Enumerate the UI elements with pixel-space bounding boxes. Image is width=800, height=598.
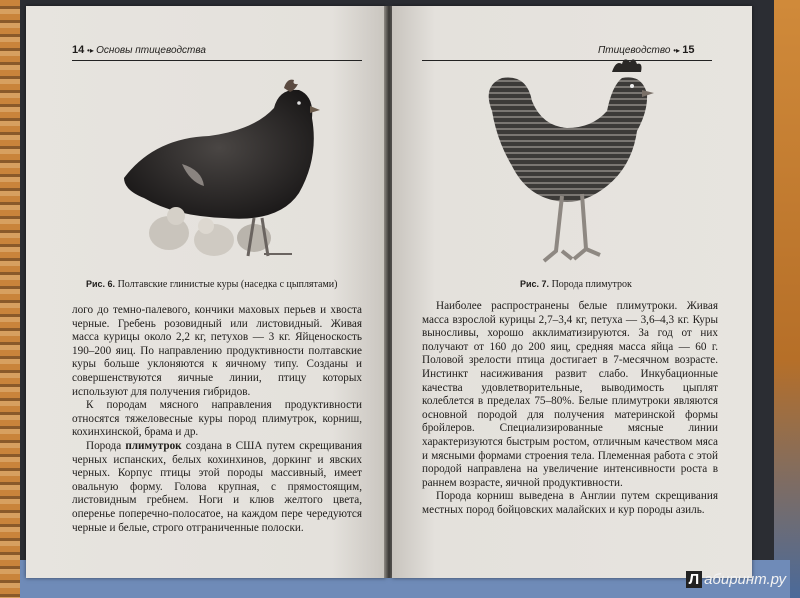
watermark-text: абиринт.ру — [704, 571, 786, 588]
left-paragraph-1: лого до темно-палевого, кончики маховых перьев и хвоста черные. Гребень розовидный или листовидный. Живая масса курицы около 2,2 кг, петухов — 3 кг. Яйценоскость 190–200 яиц. По направлению продуктивности полтавские куры больше уклоняются к яичному типу. Созданы и совершенствуются яичные линии, птицу которых используют для получения гибридов. — [72, 304, 362, 398]
figure-6-caption-text: Полтавские глинистые куры (наседка с цыплятами) — [117, 279, 338, 290]
plymouth-rock-rooster-illustration — [472, 56, 662, 276]
right-page-header: Птицеводство •▸ 15 — [598, 44, 695, 56]
left-paragraph-3-rest: создана в США путем скрещивания черных испанских, белых кохинхинов, доркинг и явских черных. Корпус птицы этой породы массивный, имеет овальную форму. Голова крупная, с прямостоящим, листовидным гребнем. Ноги и клюв желтого цвета, оперенье поперечно-полосатое, на каждом пере чередуются черные и белые, строго отграниченные полоски. — [72, 439, 363, 534]
left-running-title: Основы птицеводства — [96, 45, 206, 56]
figure-6-label: Рис. 6. — [86, 279, 116, 289]
left-page — [26, 6, 386, 578]
left-paragraph-2: К породам мясного направления продуктивности относятся тяжеловесные куры пород плимутрок, корниш, кохинхинской, брама и др. — [72, 399, 362, 439]
right-running-title: Птицеводство — [598, 45, 671, 56]
labirint-watermark — [686, 571, 786, 588]
left-page-body — [72, 304, 362, 535]
figure-7-label: Рис. 7. — [520, 279, 550, 289]
left-paragraph-3 — [72, 440, 362, 535]
figure-6-caption — [86, 278, 337, 291]
right-paragraph-1: Наиболее распространены белые плимутроки. Живая масса взрослой курицы 2,7–3,4 кг, петуха — 3,6–4,3 кг. Куры выносливы, хорошо акклиматизируются. За год от них получают от 160 до 200 яиц, средняя масса яйца — 60 г. Половой зрелости птица достигает в 7-месячном возрасте. Инстинкт насиживания развит слабо. Инкубационные качества удовлетворительные, выводимость цыплят колеблется в пределах 75–80%. Белые плимутроки являются основной породой для получения материнской формы бройлеров. Специализированные мясные линии характеризуются быстрым ростом, отличным качеством мяса и мясными формами строения тела. Племенная работа с этой породой направлена на увеличение интенсивности роста в раннем возрасте, яичной продуктивности. — [422, 300, 718, 489]
hen-with-chicks-illustration — [114, 68, 329, 268]
book-cover-edge-left — [0, 0, 20, 598]
right-page-number: 15 — [682, 44, 695, 56]
book-cover-edge-right — [774, 0, 800, 598]
left-paragraph-3-start: Порода — [86, 439, 126, 452]
right-page-body — [422, 300, 718, 518]
figure-7-caption — [520, 278, 632, 291]
left-page-header: 14 •▸ Основы птицеводства — [72, 44, 206, 56]
watermark-logo-letter: Л — [686, 571, 703, 588]
left-header-rule — [72, 60, 362, 61]
left-page-number: 14 — [72, 44, 85, 56]
breed-name-plymouth-rock: плимутрок — [125, 439, 182, 452]
right-paragraph-2: Порода корниш выведена в Англии путем скрещивания местных пород бойцовских малайских и кур породы азиль. — [422, 490, 718, 516]
right-page — [392, 6, 752, 578]
figure-7-caption-text: Порода плимутрок — [551, 279, 632, 290]
